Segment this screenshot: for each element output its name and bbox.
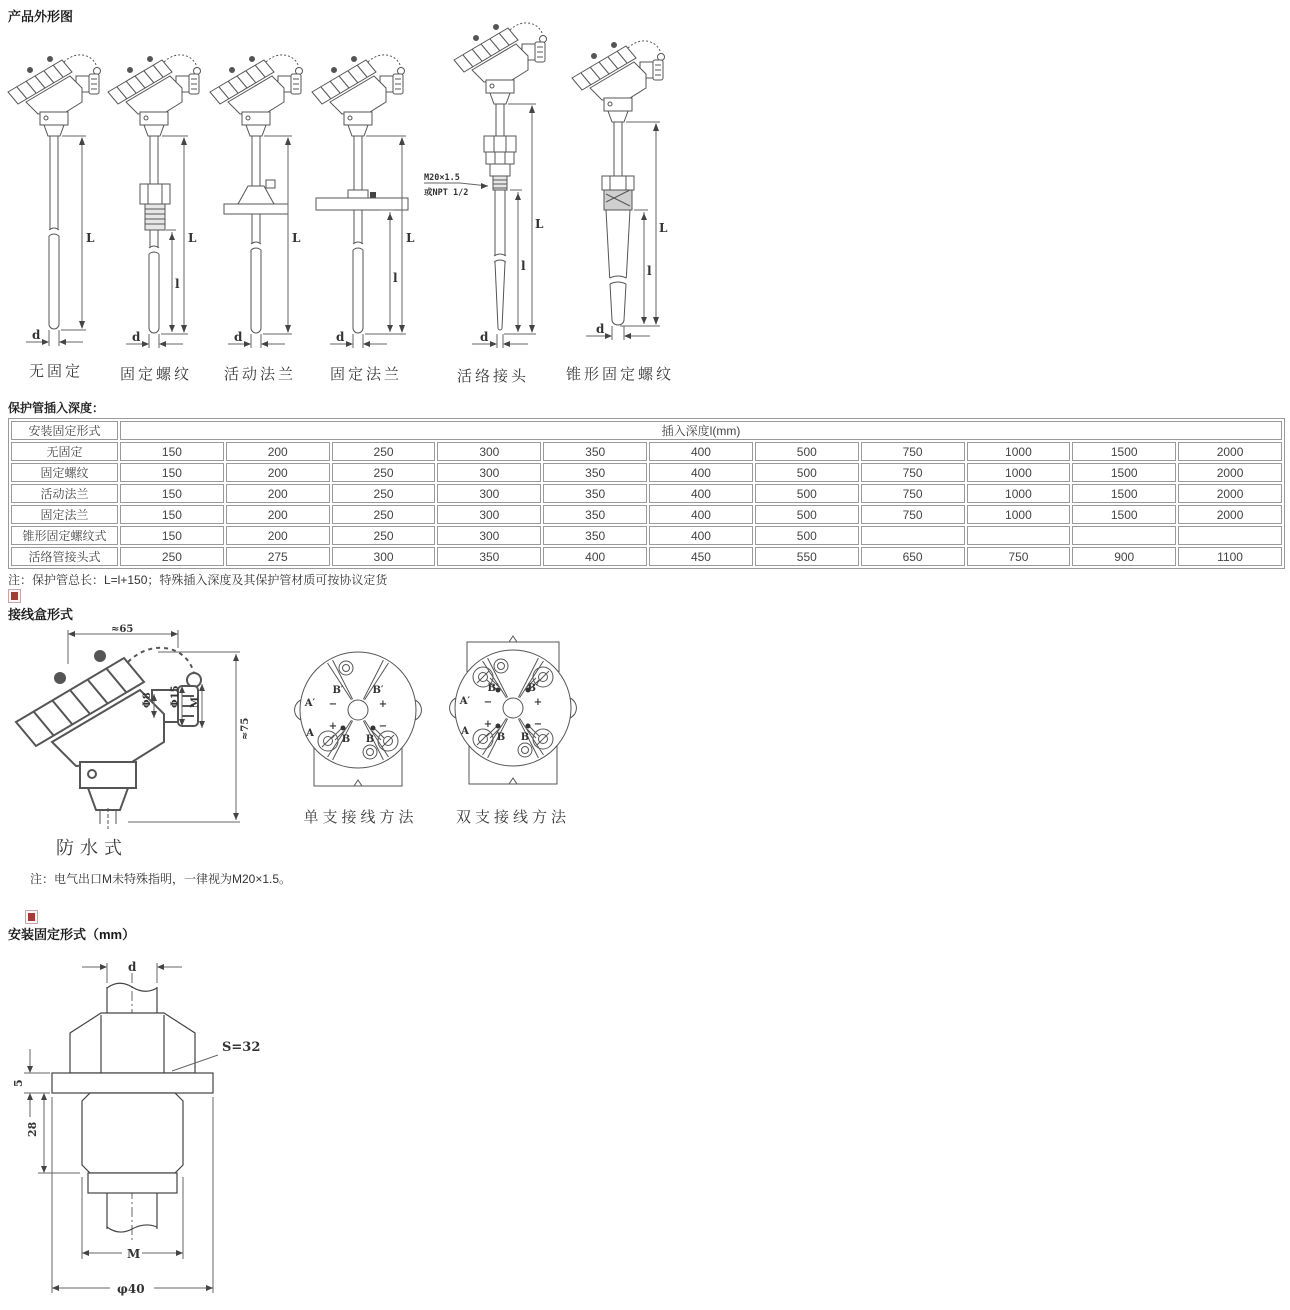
dim-label-d: d xyxy=(596,322,605,336)
row-label: 无固定 xyxy=(11,442,118,461)
dim-label-d: d xyxy=(336,330,345,344)
depth-cell: 2000 xyxy=(1178,463,1282,482)
depth-cell: 300 xyxy=(437,442,541,461)
depth-cell: 1500 xyxy=(1072,463,1176,482)
depth-cell: 150 xyxy=(120,484,224,503)
table-note: 注：保护管总长：L=l+150；特殊插入深度及其保护管材质可按协议定货 xyxy=(8,573,388,587)
dim-label-l: l xyxy=(647,264,652,278)
mount-drawing xyxy=(10,941,290,1303)
depth-cell: 400 xyxy=(649,484,753,503)
section3-title: 接线盒形式 xyxy=(8,607,74,622)
table-row xyxy=(11,526,1282,545)
depth-cell: 750 xyxy=(861,442,965,461)
depth-cell: 250 xyxy=(332,505,436,524)
terminal-label-B1: B′ xyxy=(372,685,384,696)
insertion-depth-table xyxy=(8,418,1285,569)
terminal-label-B: B xyxy=(520,732,530,743)
dim-label-L: L xyxy=(86,231,95,245)
dim-label-width: ≈65 xyxy=(111,624,134,635)
thermocouple-drawing-1 xyxy=(6,52,106,352)
depth-cell: 1100 xyxy=(1178,547,1282,566)
terminal-label-A: A xyxy=(461,726,469,737)
depth-cell: 500 xyxy=(755,526,859,545)
terminal-label-A1: A′ xyxy=(304,698,316,709)
depth-cell: 500 xyxy=(755,505,859,524)
depth-cell: 400 xyxy=(649,442,753,461)
depth-cell: 150 xyxy=(120,442,224,461)
depth-cell xyxy=(1072,526,1176,545)
broken-image-icon xyxy=(25,910,38,924)
dim-label-L: L xyxy=(292,231,301,245)
dim-label-phi40: φ40 xyxy=(117,1282,145,1296)
depth-cell: 2000 xyxy=(1178,505,1282,524)
depth-cell: 150 xyxy=(120,526,224,545)
depth-cell: 350 xyxy=(543,442,647,461)
col-header: 安装固定形式 xyxy=(11,421,118,440)
dim-label-d: d xyxy=(132,330,141,344)
double-wiring-svg xyxy=(438,630,588,798)
depth-cell: 500 xyxy=(755,484,859,503)
union-thread-label-2: 或NPT 1/2 xyxy=(424,188,469,198)
terminal-label-minus: − xyxy=(378,721,388,732)
depth-cell: 1500 xyxy=(1072,442,1176,461)
depth-cell: 300 xyxy=(437,526,541,545)
dim-label-l: l xyxy=(393,271,398,285)
depth-cell: 1500 xyxy=(1072,484,1176,503)
terminal-label-B1: B′ xyxy=(332,685,344,696)
depth-cell: 200 xyxy=(226,526,330,545)
depth-cell: 200 xyxy=(226,442,330,461)
depth-cell: 250 xyxy=(332,442,436,461)
outline-drawing-movable-flange xyxy=(208,52,312,384)
depth-cell: 550 xyxy=(755,547,859,566)
terminal-label-B: B xyxy=(496,732,506,743)
terminal-label-B1: B′ xyxy=(527,683,539,694)
depth-cell: 250 xyxy=(332,463,436,482)
electrical-note: 注：电气出口M未特殊指明，一律视为M20×1.5。 xyxy=(30,872,292,886)
outline-caption: 固定螺纹 xyxy=(119,365,192,383)
single-wiring-caption: 单支接线方法 xyxy=(303,808,418,826)
terminal-label-minus: − xyxy=(483,697,493,708)
waterproof-head-svg xyxy=(8,624,260,830)
depth-cell: 250 xyxy=(332,484,436,503)
depth-cell xyxy=(1178,526,1282,545)
outline-drawing-union-joint xyxy=(424,20,562,386)
depth-cell: 400 xyxy=(649,505,753,524)
mount-svg xyxy=(10,941,290,1303)
depth-cell: 1000 xyxy=(967,463,1071,482)
depth-cell: 150 xyxy=(120,463,224,482)
depth-cell: 1500 xyxy=(1072,505,1176,524)
depth-cell xyxy=(861,526,965,545)
union-thread-label-1: M20×1.5 xyxy=(424,173,460,183)
double-wiring-diagram xyxy=(438,630,588,827)
outline-caption: 无固定 xyxy=(28,362,83,380)
terminal-label-minus: − xyxy=(533,719,543,730)
dim-label-d: d xyxy=(480,330,489,344)
thermocouple-drawing-2 xyxy=(106,52,206,355)
terminal-label-plus: + xyxy=(328,721,338,732)
depth-cell: 2000 xyxy=(1178,442,1282,461)
section1-title: 产品外形图 xyxy=(8,9,74,24)
terminal-label-B: B xyxy=(341,734,351,745)
depth-cell: 750 xyxy=(861,505,965,524)
outline-drawing-none xyxy=(6,52,106,381)
dim-label-5: 5 xyxy=(12,1079,25,1087)
depth-cell: 750 xyxy=(861,463,965,482)
row-label: 活络管接头式 xyxy=(11,547,118,566)
depth-cell: 500 xyxy=(755,442,859,461)
depth-cell: 1000 xyxy=(967,442,1071,461)
terminal-label-B: B xyxy=(365,734,375,745)
depth-cell: 200 xyxy=(226,505,330,524)
outline-drawing-taper-thread xyxy=(556,38,684,384)
waterproof-caption: 防水式 xyxy=(56,838,128,859)
row-label: 锥形固定螺纹式 xyxy=(11,526,118,545)
outline-caption: 活络接头 xyxy=(456,367,529,385)
terminal-label-A: A xyxy=(306,728,314,739)
depth-cell: 650 xyxy=(861,547,965,566)
broken-image-icon xyxy=(8,589,21,603)
waterproof-head-drawing xyxy=(8,624,260,860)
dim-label-L: L xyxy=(406,231,415,245)
depth-table-label: 保护管插入深度： xyxy=(8,401,105,415)
thermocouple-drawing-6 xyxy=(556,38,684,355)
depth-cell: 500 xyxy=(755,463,859,482)
depth-cell: 350 xyxy=(543,463,647,482)
dim-label-phi15: Φ15 xyxy=(170,685,181,708)
outline-caption: 锥形固定螺纹 xyxy=(565,365,674,383)
depth-cell: 750 xyxy=(967,547,1071,566)
depth-cell: 250 xyxy=(120,547,224,566)
outline-drawing-fixed-flange xyxy=(310,52,422,384)
single-wiring-svg xyxy=(288,638,433,798)
terminal-label-minus: − xyxy=(328,699,338,710)
depth-cell: 250 xyxy=(332,526,436,545)
depth-cell: 400 xyxy=(649,526,753,545)
dim-label-d: d xyxy=(128,960,137,974)
depth-cell: 450 xyxy=(649,547,753,566)
row-label: 固定法兰 xyxy=(11,505,118,524)
dim-label-d: d xyxy=(32,328,41,342)
outline-caption: 活动法兰 xyxy=(223,365,296,383)
table-row xyxy=(11,505,1282,524)
depth-cell: 275 xyxy=(226,547,330,566)
terminal-label-A1: A′ xyxy=(459,696,471,707)
terminal-label-plus: + xyxy=(533,697,543,708)
dim-label-L: L xyxy=(188,231,197,245)
row-label: 固定螺纹 xyxy=(11,463,118,482)
table-row xyxy=(11,442,1282,461)
depth-cell: 350 xyxy=(437,547,541,566)
table-header-row xyxy=(11,421,1282,440)
terminal-label-B1: B′ xyxy=(487,683,499,694)
depth-cell: 350 xyxy=(543,484,647,503)
depth-cell: 300 xyxy=(332,547,436,566)
depth-table-body xyxy=(11,421,1282,566)
thermocouple-drawing-3 xyxy=(208,52,312,355)
dim-label-M: M xyxy=(127,1247,141,1261)
dim-label-28: 28 xyxy=(26,1121,39,1137)
row-label: 活动法兰 xyxy=(11,484,118,503)
terminal-label-plus: + xyxy=(483,719,493,730)
dim-label-M: M xyxy=(190,696,201,708)
depth-cell: 200 xyxy=(226,463,330,482)
depth-cell: 350 xyxy=(543,505,647,524)
span-header: 插入深度l(mm) xyxy=(120,421,1282,440)
dim-label-l: l xyxy=(175,277,180,291)
depth-cell: 750 xyxy=(861,484,965,503)
depth-cell: 1000 xyxy=(967,484,1071,503)
dim-label-L: L xyxy=(659,221,668,235)
depth-cell: 400 xyxy=(543,547,647,566)
section4-title: 安装固定形式（mm） xyxy=(8,927,136,942)
depth-cell: 2000 xyxy=(1178,484,1282,503)
table-row xyxy=(11,463,1282,482)
dim-label-l: l xyxy=(521,259,526,273)
dim-label-phi8: Φ8 xyxy=(142,692,153,708)
dim-label-L: L xyxy=(535,217,544,231)
depth-cell: 900 xyxy=(1072,547,1176,566)
depth-cell: 350 xyxy=(543,526,647,545)
depth-cell xyxy=(967,526,1071,545)
depth-cell: 150 xyxy=(120,505,224,524)
thermocouple-drawing-5 xyxy=(424,20,562,357)
depth-cell: 200 xyxy=(226,484,330,503)
outline-caption: 固定法兰 xyxy=(329,365,402,383)
dim-label-S32: S=32 xyxy=(222,1040,261,1055)
double-wiring-caption: 双支接线方法 xyxy=(455,808,570,826)
depth-cell: 300 xyxy=(437,484,541,503)
table-row xyxy=(11,484,1282,503)
single-wiring-diagram xyxy=(288,638,433,827)
depth-cell: 300 xyxy=(437,505,541,524)
dim-label-d: d xyxy=(234,330,243,344)
depth-cell: 400 xyxy=(649,463,753,482)
table-row xyxy=(11,547,1282,566)
dim-label-height: ≈75 xyxy=(240,717,251,740)
outline-drawing-fixed-thread xyxy=(106,52,206,384)
thermocouple-drawing-4 xyxy=(310,52,422,355)
terminal-label-plus: + xyxy=(378,699,388,710)
depth-cell: 1000 xyxy=(967,505,1071,524)
depth-cell: 300 xyxy=(437,463,541,482)
